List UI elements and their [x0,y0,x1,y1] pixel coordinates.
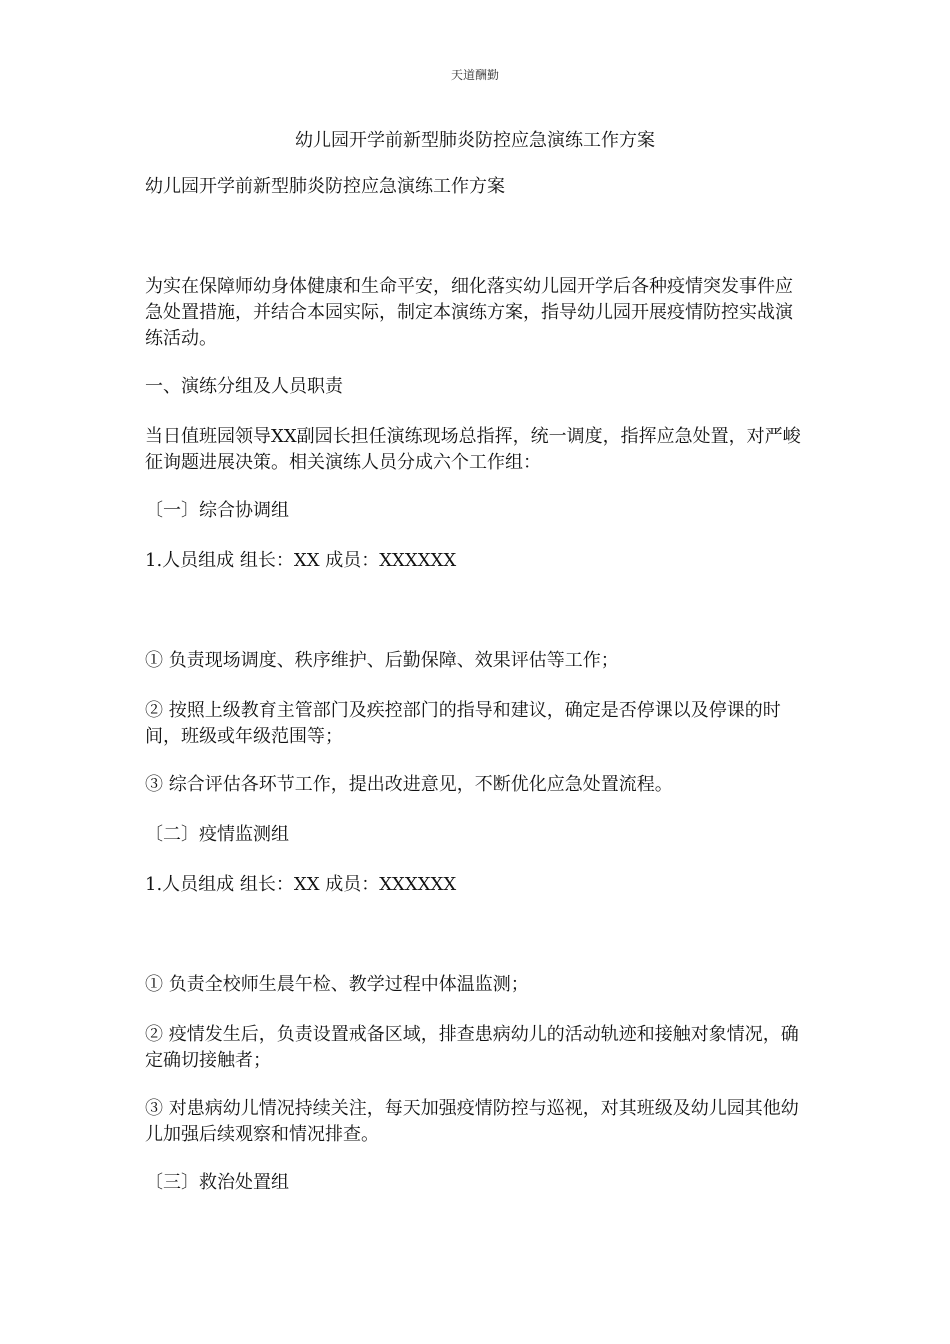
section-heading: 一、演练分组及人员职责 [145,376,343,397]
group-heading: 〔一〕综合协调组 [145,500,289,521]
group-members: 1.人员组成 组长：XX 成员：XXXXXX [145,550,457,571]
group-heading: 〔二〕疫情监测组 [145,824,289,845]
duty-item: ③ 对患病幼儿情况持续关注，每天加强疫情防控与巡视，对其班级及幼儿园其他幼儿加强后续观察和情况排查。 [145,1098,799,1145]
page-header: 天道酬勤 [450,68,499,82]
duty-item: ① 负责现场调度、秩序维护、后勤保障、效果评估等工作； [145,650,619,671]
document-title: 幼儿园开学前新型肺炎防控应急演练工作方案 [295,130,655,151]
duty-item: ③ 综合评估各环节工作，提出改进意见，不断优化应急处置流程。 [145,774,673,795]
group-members: 1.人员组成 组长：XX 成员：XXXXXX [145,874,457,895]
intro-paragraph: 为实在保障师幼身体健康和生命平安，细化落实幼儿园开学后各种疫情突发事件应急处置措施，并结合本园实际，制定本演练方案，指导幼儿园开展疫情防控实战演练活动。 [145,276,793,349]
group-heading: 〔三〕救治处置组 [145,1172,289,1193]
duty-item: ② 按照上级教育主管部门及疾控部门的指导和建议，确定是否停课以及停课的时间，班级或年级范围等； [145,700,781,747]
duty-item: ② 疫情发生后，负责设置戒备区域，排查患病幼儿的活动轨迹和接触对象情况，确定确切接触者； [145,1024,799,1071]
duty-item: ① 负责全校师生晨午检、教学过程中体温监测； [145,974,529,995]
section-body: 当日值班园领导XX副园长担任演练现场总指挥，统一调度，指挥应急处置，对严峻征询题进展决策。相关演练人员分成六个工作组： [145,426,801,473]
document-subtitle: 幼儿园开学前新型肺炎防控应急演练工作方案 [145,176,505,197]
